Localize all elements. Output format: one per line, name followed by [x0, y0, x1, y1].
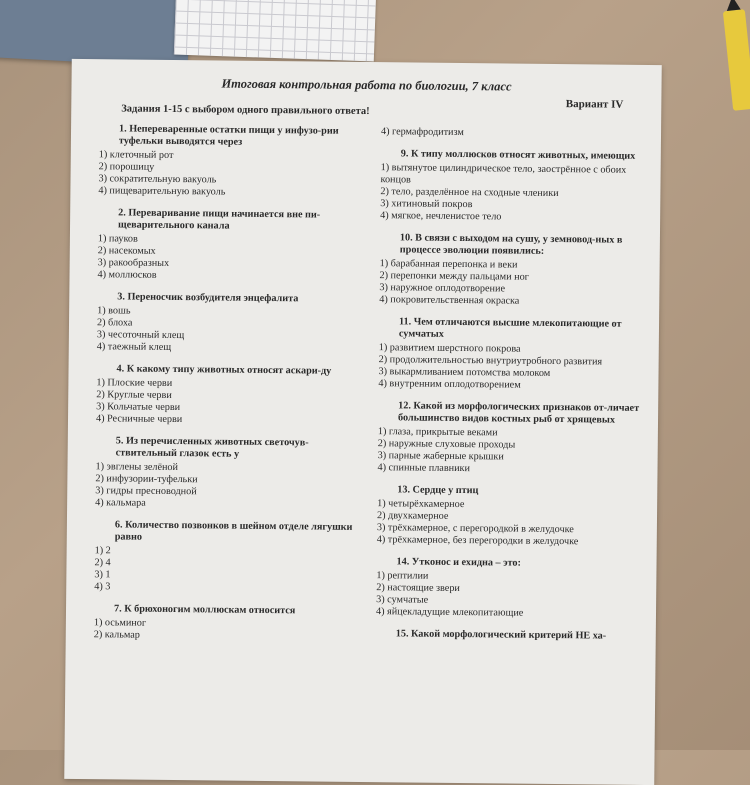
question-13 — [377, 484, 646, 549]
question-text: 12. Какой из морфологических признаков от-личает большинство видов костных рыб от хрящевых — [397, 400, 640, 426]
question-text: 5. Из перечисленных животных светочув-ствительный глазок есть у — [115, 435, 309, 460]
answer-option: 1) барабанная перепонка и веки — [379, 258, 518, 271]
answer-option: 3) гидры пресноводной — [95, 485, 197, 498]
answer-option: 3) ракообразных — [97, 257, 170, 269]
answer-option: 4) яйцекладущие млекопитающие — [375, 606, 524, 619]
question-text: 10. В связи с выходом на сушу, у земновод-ных в процессе эволюции появились: — [399, 232, 623, 257]
answer-option: 1) рептилии — [376, 570, 429, 582]
question-text: 9. К типу моллюсков относят животных, имеющих — [400, 148, 636, 162]
answer-option: 3) сократительную вакуоль — [98, 173, 217, 186]
variant-label: Вариант IV — [565, 98, 624, 111]
question-1 — [98, 123, 367, 200]
answer-option: 3) хитиновый покров — [380, 198, 473, 211]
answer-option: 2) Круглые черви — [96, 389, 172, 401]
answer-option: 1) осьминог — [93, 617, 147, 629]
question-10 — [379, 232, 648, 309]
pencil-icon — [723, 9, 750, 111]
answer-option: 2) перепонки между пальцами ног — [379, 270, 529, 283]
sheet-title: Итоговая контрольная работа по биологии, 7 класс — [221, 76, 512, 94]
question-text: 6. Количество позвонков в шейном отделе лягушки равно — [114, 519, 353, 543]
question-12 — [377, 400, 646, 477]
answer-option: 4) моллюсков — [97, 269, 157, 281]
question-5 — [95, 435, 364, 512]
answer-option: 3) наружное оплодотворение — [379, 282, 506, 295]
answer-option: 1) эвглены зелёной — [95, 461, 179, 474]
answer-option: 1) пауков — [97, 233, 138, 245]
answer-option: 1) вытянутое цилиндрическое тело, заострённое с обоих концов — [380, 162, 627, 186]
answer-option: 2) продолжительностью внутриутробного развития — [378, 354, 603, 368]
answer-option: 4) 3 — [94, 581, 111, 593]
answer-option: 4) покровительственная окраска — [379, 294, 520, 307]
answer-option: 2) кальмар — [93, 629, 140, 641]
right-column — [376, 126, 649, 653]
question-15 — [376, 628, 644, 643]
question-11 — [378, 316, 647, 393]
question-9 — [380, 148, 649, 225]
answer-option: 3) Кольчатые черви — [96, 401, 181, 414]
answer-option: 1) 2 — [94, 545, 111, 557]
question-text: 3. Переносчик возбудителя энцефалита — [117, 291, 299, 305]
answer-option: 1) клеточный рот — [98, 149, 174, 162]
answer-option: 3) чесоточный клещ — [96, 329, 185, 342]
answer-option: 4) мягкое, нечленистое тело — [380, 210, 502, 223]
answer-option: 3) трёхкамерное, с перегородкой в желудочке — [376, 522, 574, 536]
question-2 — [97, 207, 366, 284]
answer-option: 1) четырёхкамерное — [377, 498, 465, 511]
answer-option: 4) таежный клещ — [96, 341, 172, 353]
answer-option: 2) инфузории-туфельки — [95, 473, 198, 486]
question-text: 7. К брюхоногим моллюскам относится — [113, 603, 296, 617]
answer-option: 3) выкармливанием потомства молоком — [378, 366, 551, 379]
question-3 — [97, 291, 366, 356]
answer-option: 2) настоящие звери — [376, 582, 460, 595]
question-14 — [376, 556, 645, 621]
answer-option: 4) кальмара — [95, 497, 146, 509]
answer-option: 2) тело, разделённое на сходные членики — [380, 186, 559, 200]
answer-option: 1) Плоские черви — [96, 377, 173, 389]
answer-option: 4) Ресничные черви — [95, 413, 183, 426]
question-4 — [96, 363, 365, 428]
answer-option: 2) двухкамерное — [376, 510, 449, 522]
question-8-tail — [381, 126, 649, 141]
answer-option: 3) парные жаберные крышки — [377, 450, 504, 463]
answer-option: 2) порошицу — [98, 161, 155, 173]
question-7 — [94, 603, 362, 644]
question-6 — [94, 519, 363, 596]
question-text: 13. Сердце у птиц — [397, 484, 479, 497]
answer-option: 3) сумчатые — [376, 594, 429, 606]
answer-option: 4) трёхкамерное, без перегородки в желудочке — [376, 534, 579, 548]
answer-option: 1) вошь — [97, 305, 131, 317]
question-text: 4. К какому типу животных относят аскари-ду — [116, 363, 332, 377]
left-column — [94, 123, 368, 654]
answer-option: 4) внутренним оплодотворением — [378, 378, 521, 391]
grid-paper-sheet — [174, 0, 376, 61]
question-text: 15. Какой морфологический критерий НЕ ха- — [395, 628, 607, 642]
question-text: 11. Чем отличаются высшие млекопитающие от сумчатых — [398, 316, 622, 340]
notebook-on-desk — [0, 0, 192, 67]
answer-option: 3) 1 — [94, 569, 111, 581]
answer-option: 4) спинные плавники — [377, 462, 471, 475]
question-text: 2. Переваривание пищи начинается вне пи-щеварительного канала — [117, 207, 321, 232]
answer-option: 1) развитием шерстного покрова — [378, 342, 521, 355]
answer-option: 4) гермафродитизм — [380, 126, 464, 139]
answer-option: 2) 4 — [94, 557, 111, 569]
answer-option: 1) глаза, прикрытые веками — [377, 426, 498, 439]
question-text: 14. Утконос и ехидна – это: — [396, 556, 521, 569]
answer-option: 4) пищеварительную вакуоль — [98, 185, 226, 198]
question-text: 1. Непереваренные остатки пищи у инфузо-рии туфельки выводятся через — [118, 123, 339, 148]
answer-option: 2) наружные слуховые проходы — [377, 438, 516, 451]
instructions: Задания 1-15 с выбором одного правильного ответа! — [121, 103, 370, 118]
answer-option: 2) насекомых — [97, 245, 156, 257]
answer-option: 2) блоха — [96, 317, 133, 329]
test-sheet — [64, 59, 662, 785]
